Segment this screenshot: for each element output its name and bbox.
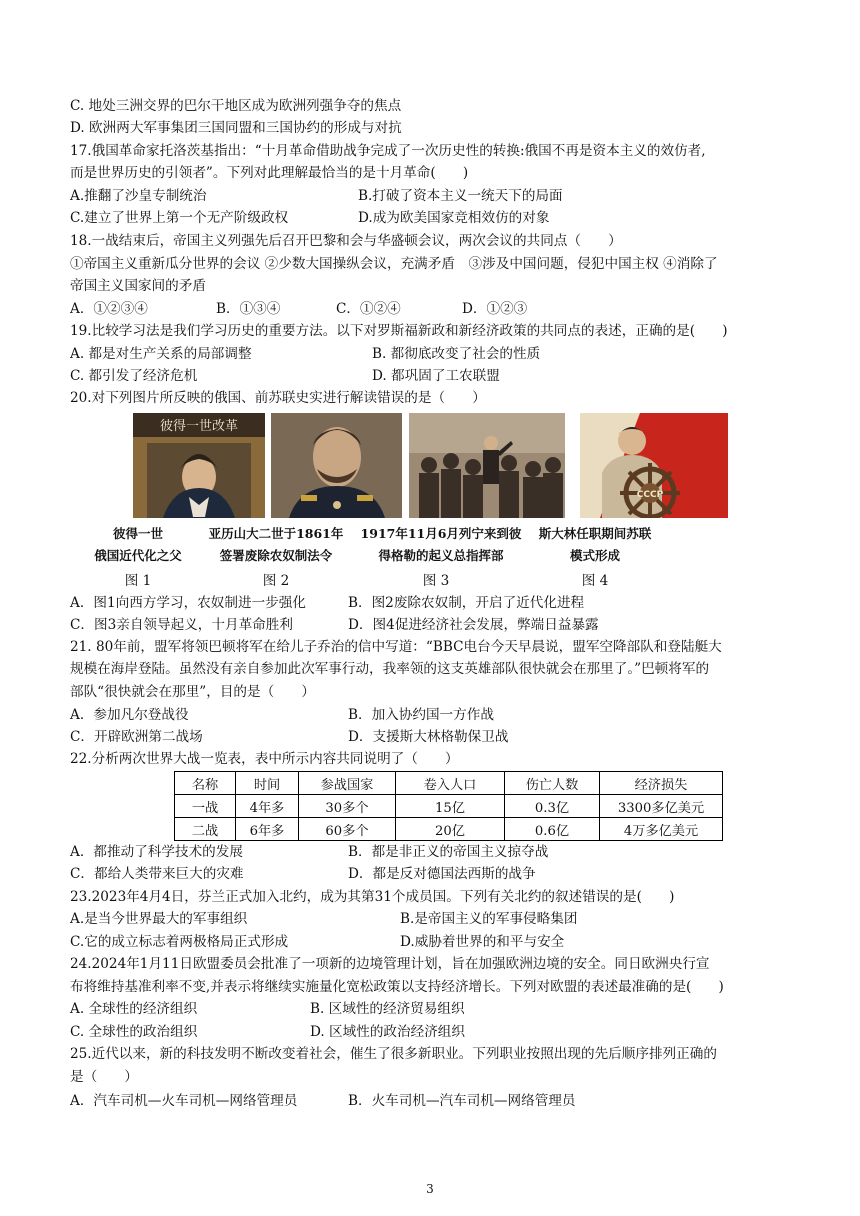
q19-option-d: D. 都巩固了工农联盟 xyxy=(372,368,500,384)
table-header-cell: 卷入人口 xyxy=(396,772,505,795)
question-25-stem-cont: 是（ ） xyxy=(70,1069,138,1085)
q21-option-d: D．支援斯大林格勒保卫战 xyxy=(348,729,509,745)
table-cell: 一战 xyxy=(175,795,236,818)
question-24-stem: 24.2024年1月11日欧盟委员会批准了一项新的边境管理计划，旨在加强欧洲边境的安全。同日欧洲央行宣 xyxy=(70,956,710,972)
q25-option-a: A．汽车司机—火车司机—网络管理员 xyxy=(70,1093,298,1109)
q21-option-b: B．加入协约国一方作战 xyxy=(348,707,494,723)
question-17-stem: 17.俄国革命家托洛茨基指出：“十月革命借助战争完成了一次历史性的转换:俄国不再是资本主义的效仿者, xyxy=(70,143,706,159)
question-19-stem: 19.比较学习法是我们学习历史的重要方法。以下对罗斯福新政和新经济政策的共同点的表述，正确的是( ) xyxy=(70,323,728,339)
question-22-stem: 22.分析两次世界大战一览表，表中所示内容共同说明了（ ） xyxy=(70,751,459,767)
q20-option-b: B．图2废除农奴制，开启了近代化进程 xyxy=(348,595,585,611)
q21-option-a: A．参加凡尔登战役 xyxy=(70,707,189,723)
question-21-stem-cont2: 部队“很快就会在那里”，目的是（ ） xyxy=(70,684,315,700)
table-header-cell: 伤亡人数 xyxy=(505,772,600,795)
figure-1-image xyxy=(133,413,265,518)
figure-3-caption-line2: 得格勒的起义总指挥部 xyxy=(378,548,504,563)
figure-1-caption-line2: 俄国近代化之父 xyxy=(94,548,182,563)
q24-option-a: A. 全球性的经济组织 xyxy=(70,1001,198,1017)
figure-4-label: 图 4 xyxy=(581,573,609,589)
figure-3-caption-line1: 1917年11月6月列宁来到彼 xyxy=(360,526,522,541)
q22-option-a: A．都推动了科学技术的发展 xyxy=(70,844,243,860)
figure-1-label: 图 1 xyxy=(124,573,152,589)
q20-option-c: C．图3亲自领导起义，十月革命胜利 xyxy=(70,617,293,633)
table-cell: 二战 xyxy=(175,818,236,841)
q17-option-a: A.推翻了沙皇专制统治 xyxy=(70,188,207,204)
figure-1-banner: 彼得一世改革 xyxy=(159,419,239,434)
figure-4-image xyxy=(580,413,728,518)
question-21-stem: 21. 80年前，盟军将领巴顿将军在给儿子乔治的信中写道：“BBC电台今天早晨说，盟军空降部队和登陆艇大 xyxy=(70,639,722,655)
table-cell: 0.6亿 xyxy=(505,818,600,841)
table-cell: 6年多 xyxy=(236,818,299,841)
q17-option-d: D.成为欧美国家竞相效仿的对象 xyxy=(358,210,550,226)
question-24-stem-cont: 布将维持基准利率不变,并表示将继续实施量化宽松政策以支持经济增长。下列对欧盟的表述最准确的是( ) xyxy=(70,979,724,995)
table-cell: 20亿 xyxy=(396,818,505,841)
figure-3-image xyxy=(409,413,565,518)
q24-option-c: C. 全球性的政治组织 xyxy=(70,1024,198,1040)
table-header-cell: 时间 xyxy=(236,772,299,795)
q23-option-b: B.是帝国主义的军事侵略集团 xyxy=(400,911,578,927)
q24-option-b: B. 区域性的经济贸易组织 xyxy=(310,1001,465,1017)
table-cell: 60多个 xyxy=(299,818,396,841)
table-cell: 0.3亿 xyxy=(505,795,600,818)
q19-option-b: B. 都彻底改变了社会的性质 xyxy=(372,346,541,362)
q23-option-c: C.它的成立标志着两极格局正式形成 xyxy=(70,934,289,950)
page-number: 3 xyxy=(426,1182,434,1196)
table-header-cell: 经济损失 xyxy=(600,772,723,795)
question-20-stem: 20.对下列图片所反映的俄国、前苏联史实进行解读错误的是（ ） xyxy=(70,390,486,406)
question-23-stem: 23.2023年4月4日，芬兰正式加入北约，成为其第31个成员国。下列有关北约的叙述错误的是( ) xyxy=(70,889,675,905)
q20-option-d: D．图4促进经济社会发展，弊端日益暴露 xyxy=(348,617,599,633)
option-d-prev: D. 欧洲两大军事集团三国同盟和三国协约的形成与对抗 xyxy=(70,120,402,136)
figure-2-caption-line2: 签署废除农奴制法令 xyxy=(219,548,333,563)
world-wars-table xyxy=(174,771,723,841)
q19-option-c: C. 都引发了经济危机 xyxy=(70,368,198,384)
table-header-cell: 参战国家 xyxy=(299,772,396,795)
table-cell: 4万多亿美元 xyxy=(600,818,723,841)
figure-4-caption-line1: 斯大林任职期间苏联 xyxy=(538,526,652,541)
q20-option-a: A．图1向西方学习，农奴制进一步强化 xyxy=(70,595,306,611)
table-cell: 4年多 xyxy=(236,795,299,818)
q18-option-d: D．①②③ xyxy=(462,301,528,317)
table-header-cell: 名称 xyxy=(175,772,236,795)
q23-option-d: D.威胁着世界的和平与安全 xyxy=(400,934,565,950)
q21-option-c: C．开辟欧洲第二战场 xyxy=(70,729,203,745)
q24-option-d: D. 区域性的政治经济组织 xyxy=(310,1024,465,1040)
table-cell: 30多个 xyxy=(299,795,396,818)
q22-option-d: D．都是反对德国法西斯的战争 xyxy=(348,866,536,882)
table-cell: 15亿 xyxy=(396,795,505,818)
q18-option-b: B．①③④ xyxy=(216,301,281,317)
question-17-stem-cont: 而是世界历史的引领者”。下列对此理解最恰当的是十月革命( ) xyxy=(70,165,469,181)
question-18-items: ①帝国主义重新瓜分世界的会议 ②少数大国操纵会议，充满矛盾 ③涉及中国问题，侵犯中国主权 ④消除了 xyxy=(70,256,718,272)
figure-2-image xyxy=(271,413,402,518)
q17-option-b: B.打破了资本主义一统天下的局面 xyxy=(358,188,563,204)
q17-option-c: C.建立了世界上第一个无产阶级政权 xyxy=(70,210,289,226)
question-25-stem: 25.近代以来，新的科技发明不断改变着社会，催生了很多新职业。下列职业按照出现的先后顺序排列正确的 xyxy=(70,1046,717,1062)
figure-1-caption-line1: 彼得一世 xyxy=(112,526,163,541)
question-18-stem: 18.一战结束后，帝国主义列强先后召开巴黎和会与华盛顿会议，两次会议的共同点（ ） xyxy=(70,233,622,249)
question-18-items-cont: 帝国主义国家间的矛盾 xyxy=(70,278,206,294)
q23-option-a: A.是当今世界最大的军事组织 xyxy=(70,911,248,927)
figure-4-badge: CCCP xyxy=(636,490,664,500)
figure-2-caption-line1: 亚历山大二世于1861年 xyxy=(208,526,344,541)
figure-3-label: 图 3 xyxy=(422,573,450,589)
q25-option-b: B．火车司机—汽车司机—网络管理员 xyxy=(348,1093,576,1109)
q18-option-c: C．①②④ xyxy=(336,301,401,317)
option-c-prev: C. 地处三洲交界的巴尔干地区成为欧洲列强争夺的焦点 xyxy=(70,98,402,114)
table-row xyxy=(175,818,723,841)
q22-option-b: B．都是非正义的帝国主义掠夺战 xyxy=(348,844,549,860)
table-cell: 3300多亿美元 xyxy=(600,795,723,818)
figure-2-label: 图 2 xyxy=(262,573,290,589)
table-header-row xyxy=(175,772,723,795)
q19-option-a: A. 都是对生产关系的局部调整 xyxy=(70,346,252,362)
q18-option-a: A．①②③④ xyxy=(70,301,148,317)
table-row xyxy=(175,795,723,818)
q22-option-c: C．都给人类带来巨大的灾难 xyxy=(70,866,244,882)
question-21-stem-cont1: 规模在海岸登陆。虽然没有亲自参加此次军事行动，我率领的这支英雄部队很快就会在那里了。”巴顿将军的 xyxy=(70,661,710,677)
figure-4-caption-line2: 模式形成 xyxy=(569,548,620,563)
